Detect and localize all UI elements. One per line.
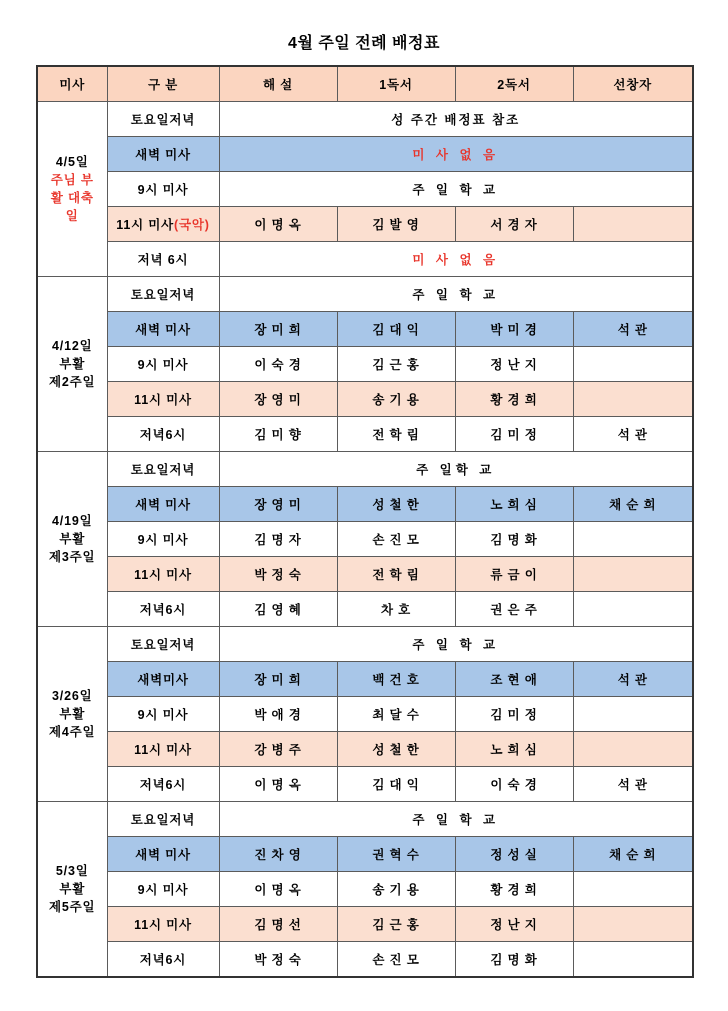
assignment-cantor: 채 순 희 xyxy=(573,837,693,872)
assignment-cantor: 석 관 xyxy=(573,767,693,802)
assignment-haeseol: 이 명 옥 xyxy=(219,872,337,907)
table-row xyxy=(37,557,693,592)
assignment-reading2: 류 금 이 xyxy=(455,557,573,592)
mass-type-cell: 9시 미사 xyxy=(107,522,219,557)
table-row xyxy=(37,662,693,697)
assignment-reading1: 권 혁 수 xyxy=(337,837,455,872)
table-row xyxy=(37,592,693,627)
assignment-cantor: 석 관 xyxy=(573,662,693,697)
assignment-cantor xyxy=(573,732,693,767)
assignment-haeseol: 강 병 주 xyxy=(219,732,337,767)
column-header-haeseol: 해 설 xyxy=(219,66,337,102)
table-row xyxy=(37,102,693,137)
mass-type-note: (국악) xyxy=(174,218,210,232)
assignment-reading2: 이 숙 경 xyxy=(455,767,573,802)
note-cell xyxy=(219,627,693,662)
assignment-cantor: 채 순 희 xyxy=(573,487,693,522)
mass-type-cell: 토요일저녁 xyxy=(107,452,219,487)
assignment-haeseol: 박 애 경 xyxy=(219,697,337,732)
assignment-haeseol: 김 영 혜 xyxy=(219,592,337,627)
mass-type-cell: 11시 미사 xyxy=(107,907,219,942)
page-title: 4월 주일 전례 배정표 xyxy=(288,35,440,52)
mass-group-label: 3/26일 부활 제4주일 xyxy=(37,627,107,802)
assignment-cantor xyxy=(573,557,693,592)
note-cell xyxy=(219,242,693,277)
column-header-gubun: 구 분 xyxy=(107,66,219,102)
assignment-reading1: 송 기 용 xyxy=(337,382,455,417)
mass-type-cell: 토요일저녁 xyxy=(107,627,219,662)
assignment-reading2: 황 경 희 xyxy=(455,382,573,417)
table-row xyxy=(37,837,693,872)
note-cell xyxy=(219,102,693,137)
table-header xyxy=(37,66,693,102)
table-row xyxy=(37,627,693,662)
assignment-reading1: 송 기 용 xyxy=(337,872,455,907)
assignment-reading2: 박 미 경 xyxy=(455,312,573,347)
assignment-reading1: 김 대 익 xyxy=(337,312,455,347)
table-row xyxy=(37,312,693,347)
assignment-haeseol: 장 미 희 xyxy=(219,312,337,347)
note-text: 미 사 없 음 xyxy=(412,148,500,162)
note-cell xyxy=(219,277,693,312)
column-header-cantor: 선창자 xyxy=(573,66,693,102)
column-header-misa: 미사 xyxy=(37,66,107,102)
assignment-haeseol: 장 영 미 xyxy=(219,487,337,522)
assignment-haeseol: 김 미 향 xyxy=(219,417,337,452)
mass-type-cell: 저녁6시 xyxy=(107,592,219,627)
mass-group-label: 4/5일 주님 부 활 대축 일 xyxy=(37,102,107,277)
assignment-cantor xyxy=(573,382,693,417)
assignment-haeseol: 이 명 옥 xyxy=(219,767,337,802)
assignment-haeseol: 이 명 옥 xyxy=(219,207,337,242)
mass-type-cell: 토요일저녁 xyxy=(107,802,219,837)
mass-type-cell: 11시 미사 xyxy=(107,382,219,417)
table-row xyxy=(37,382,693,417)
mass-type-cell: 9시 미사 xyxy=(107,872,219,907)
table-row xyxy=(37,872,693,907)
mass-group-label: 4/12일 부활 제2주일 xyxy=(37,277,107,452)
table-row xyxy=(37,767,693,802)
table-row xyxy=(37,802,693,837)
mass-type-cell: 토요일저녁 xyxy=(107,277,219,312)
assignment-reading1: 백 건 호 xyxy=(337,662,455,697)
table-row xyxy=(37,732,693,767)
assignment-reading1: 김 발 영 xyxy=(337,207,455,242)
assignment-reading2: 김 미 정 xyxy=(455,697,573,732)
assignment-reading1: 김 대 익 xyxy=(337,767,455,802)
assignment-reading2: 김 미 정 xyxy=(455,417,573,452)
mass-type-cell: 9시 미사 xyxy=(107,172,219,207)
table-row xyxy=(37,277,693,312)
assignment-reading2: 정 성 실 xyxy=(455,837,573,872)
mass-type-cell: 저녁6시 xyxy=(107,417,219,452)
mass-type-cell: 새벽미사 xyxy=(107,662,219,697)
assignment-reading2: 권 은 주 xyxy=(455,592,573,627)
assignment-cantor: 석 관 xyxy=(573,417,693,452)
table-body xyxy=(37,102,693,978)
assignment-haeseol: 김 명 자 xyxy=(219,522,337,557)
assignment-reading1: 김 근 홍 xyxy=(337,347,455,382)
note-cell xyxy=(219,172,693,207)
assignment-haeseol: 진 차 영 xyxy=(219,837,337,872)
assignment-reading1: 손 진 모 xyxy=(337,522,455,557)
assignment-haeseol: 이 숙 경 xyxy=(219,347,337,382)
assignment-reading2: 노 희 심 xyxy=(455,487,573,522)
assignment-cantor xyxy=(573,592,693,627)
note-text: 주 일 학 교 xyxy=(412,288,500,302)
column-header-reading2: 2독서 xyxy=(455,66,573,102)
mass-group-label: 4/19일 부활 제3주일 xyxy=(37,452,107,627)
mass-type-cell: 저녁 6시 xyxy=(107,242,219,277)
column-header-reading1: 1독서 xyxy=(337,66,455,102)
note-text: 주 일 학 교 xyxy=(412,638,500,652)
note-cell xyxy=(219,137,693,172)
table-row xyxy=(37,242,693,277)
assignment-reading1: 김 근 홍 xyxy=(337,907,455,942)
table-row xyxy=(37,487,693,522)
assignment-cantor xyxy=(573,207,693,242)
mass-type-cell: 새벽 미사 xyxy=(107,837,219,872)
table-header-row xyxy=(37,66,693,102)
assignment-reading1: 성 철 한 xyxy=(337,732,455,767)
assignment-reading2: 서 경 자 xyxy=(455,207,573,242)
assignment-cantor xyxy=(573,872,693,907)
table-row xyxy=(37,942,693,978)
mass-type-cell: 9시 미사 xyxy=(107,347,219,382)
mass-type-cell: 11시 미사(국악) xyxy=(107,207,219,242)
assignment-reading2: 조 현 애 xyxy=(455,662,573,697)
note-cell xyxy=(219,452,693,487)
assignment-cantor xyxy=(573,697,693,732)
liturgy-schedule-table xyxy=(36,65,694,978)
assignment-haeseol: 장 영 미 xyxy=(219,382,337,417)
assignment-haeseol: 김 명 선 xyxy=(219,907,337,942)
assignment-cantor: 석 관 xyxy=(573,312,693,347)
assignment-cantor xyxy=(573,942,693,978)
mass-group-label: 5/3일 부활 제5주일 xyxy=(37,802,107,978)
assignment-reading1: 전 학 림 xyxy=(337,417,455,452)
mass-type-cell: 저녁6시 xyxy=(107,942,219,978)
assignment-haeseol: 박 정 숙 xyxy=(219,942,337,978)
table-row xyxy=(37,137,693,172)
table-row xyxy=(37,697,693,732)
mass-type-cell: 11시 미사 xyxy=(107,557,219,592)
assignment-reading1: 성 철 한 xyxy=(337,487,455,522)
assignment-haeseol: 박 정 숙 xyxy=(219,557,337,592)
table-row xyxy=(37,452,693,487)
note-cell xyxy=(219,802,693,837)
note-text: 성 주간 배정표 참조 xyxy=(391,113,521,127)
note-text: 주 일 학 교 xyxy=(412,183,500,197)
assignment-reading2: 황 경 희 xyxy=(455,872,573,907)
table-row xyxy=(37,347,693,382)
table-row xyxy=(37,907,693,942)
mass-type-cell: 새벽 미사 xyxy=(107,312,219,347)
table-row xyxy=(37,417,693,452)
mass-type-cell: 저녁6시 xyxy=(107,767,219,802)
mass-type-cell: 새벽 미사 xyxy=(107,137,219,172)
assignment-reading2: 김 명 화 xyxy=(455,522,573,557)
assignment-reading2: 김 명 화 xyxy=(455,942,573,978)
mass-type-cell: 새벽 미사 xyxy=(107,487,219,522)
note-text: 미 사 없 음 xyxy=(412,253,500,267)
assignment-reading2: 정 난 지 xyxy=(455,907,573,942)
assignment-reading1: 손 진 모 xyxy=(337,942,455,978)
assignment-reading2: 정 난 지 xyxy=(455,347,573,382)
table-row xyxy=(37,207,693,242)
assignment-haeseol: 장 미 희 xyxy=(219,662,337,697)
mass-type-cell: 11시 미사 xyxy=(107,732,219,767)
table-row xyxy=(37,522,693,557)
mass-type-cell: 토요일저녁 xyxy=(107,102,219,137)
assignment-reading1: 차 호 xyxy=(337,592,455,627)
note-text: 주 일 학 교 xyxy=(412,813,500,827)
assignment-cantor xyxy=(573,907,693,942)
assignment-reading1: 최 달 수 xyxy=(337,697,455,732)
table-row xyxy=(37,172,693,207)
assignment-reading1: 전 학 림 xyxy=(337,557,455,592)
mass-type-cell: 9시 미사 xyxy=(107,697,219,732)
note-text: 주 일학 교 xyxy=(416,463,496,477)
assignment-reading2: 노 희 심 xyxy=(455,732,573,767)
assignment-cantor xyxy=(573,522,693,557)
assignment-cantor xyxy=(573,347,693,382)
